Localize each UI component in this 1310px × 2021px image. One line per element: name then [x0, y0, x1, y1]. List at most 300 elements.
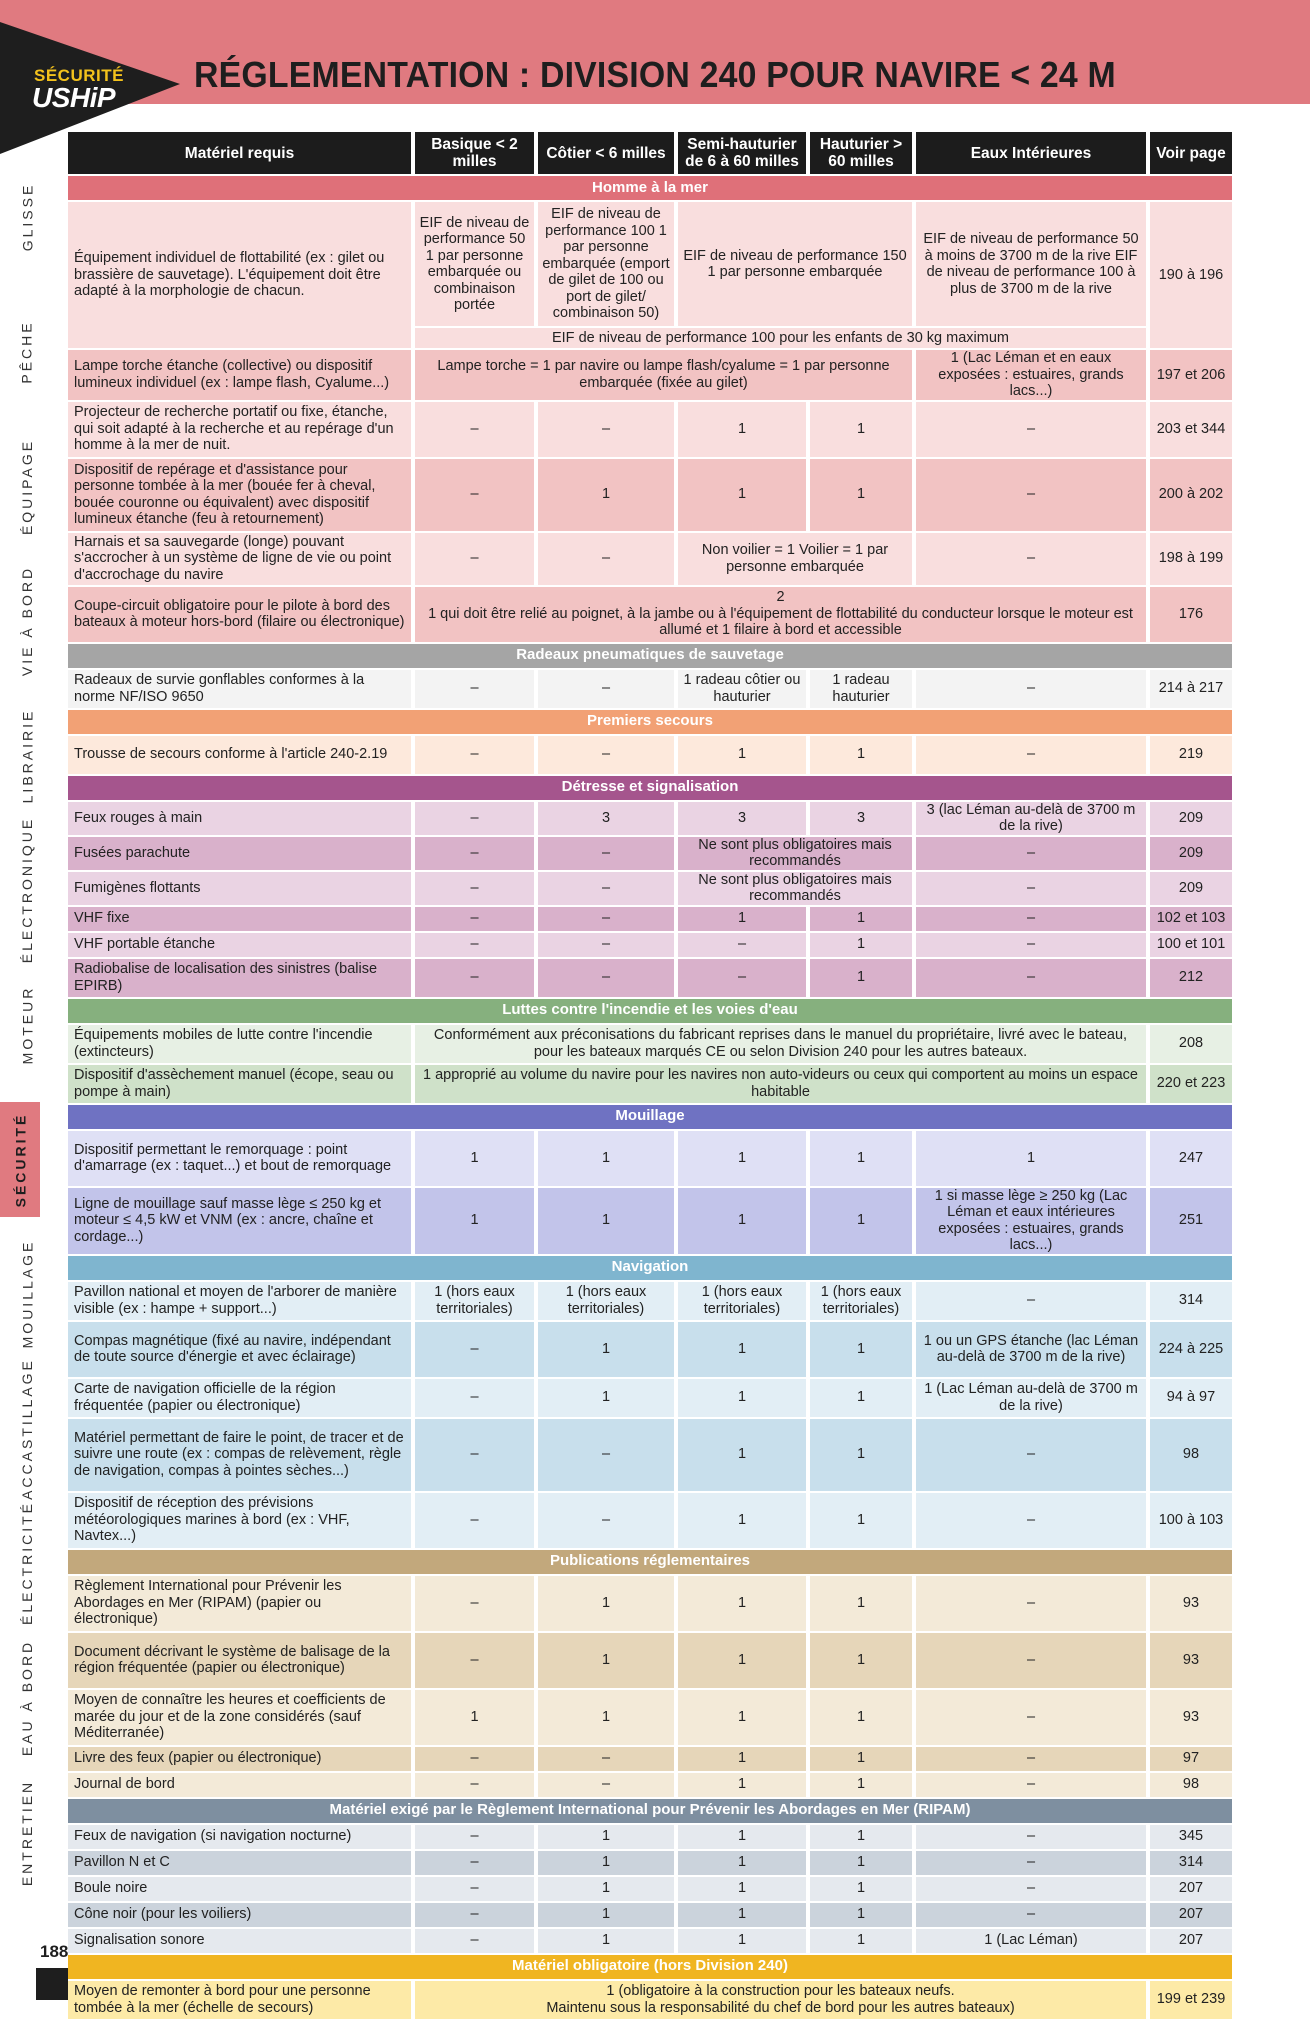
table-cell: –: [415, 933, 534, 957]
table-cell: –: [916, 1773, 1146, 1797]
table-cell: 1: [415, 1188, 534, 1254]
table-cell: 1: [678, 1747, 806, 1771]
table-cell: –: [415, 1747, 534, 1771]
table-cell: –: [916, 1877, 1146, 1901]
row-label: VHF fixe: [68, 907, 411, 931]
table-cell: 1: [538, 1851, 674, 1875]
sidebar-item-label: SÉCURITÉ: [12, 1112, 29, 1207]
table-cell: 1: [415, 1690, 534, 1745]
table-cell: –: [415, 1773, 534, 1797]
table-cell: 1: [678, 1131, 806, 1186]
table-cell: 1: [810, 459, 912, 531]
table-cell: –: [678, 933, 806, 957]
sidebar-item[interactable]: [0, 817, 54, 964]
table-row: [68, 1773, 1232, 1797]
section-header-row: [68, 1955, 1232, 1979]
logo-top-text: SÉCURITÉ: [34, 66, 124, 85]
table-cell: –: [916, 1747, 1146, 1771]
table-cell: 1: [538, 1131, 674, 1186]
row-label: Feux rouges à main: [68, 802, 411, 835]
table-cell: 1: [810, 1576, 912, 1631]
page-ref: 200 à 202: [1150, 459, 1232, 531]
table-cell: 1: [810, 736, 912, 774]
table-cell: –: [415, 802, 534, 835]
table-cell: 1: [810, 1188, 912, 1254]
table-cell: –: [415, 1379, 534, 1417]
sidebar-item[interactable]: [0, 150, 54, 285]
table-cell: 1: [538, 1633, 674, 1688]
section-header-row: [68, 644, 1232, 668]
table-row: [68, 459, 1232, 531]
page-ref: 251: [1150, 1188, 1232, 1254]
table-row: [68, 736, 1232, 774]
table-cell: 1: [678, 907, 806, 931]
table-cell: –: [415, 872, 534, 905]
table-cell: Ne sont plus obligatoires mais recommandés: [678, 837, 912, 870]
row-label: Radeaux de survie gonflables conformes à la norme NF/ISO 9650: [68, 670, 411, 708]
table-row: [68, 1065, 1232, 1103]
table-cell: –: [916, 1282, 1146, 1320]
table-cell: –: [415, 1825, 534, 1849]
table-cell: 1: [678, 1188, 806, 1254]
table-row: [68, 1493, 1232, 1548]
page-ref: 93: [1150, 1633, 1232, 1688]
table-cell: –: [538, 959, 674, 997]
section-header-row: [68, 176, 1232, 200]
section-header-row: [68, 776, 1232, 800]
table-cell: 1: [538, 1379, 674, 1417]
table-row: [68, 1747, 1232, 1771]
sidebar-item-label: ENTRETIEN: [19, 1779, 35, 1886]
table-row: [68, 1903, 1232, 1927]
table-row: [68, 1825, 1232, 1849]
table-cell: –: [415, 1929, 534, 1953]
table-cell: 1: [810, 1877, 912, 1901]
sidebar-item[interactable]: [0, 1102, 40, 1217]
regulation-table: [64, 130, 1236, 2021]
table-cell: 1: [678, 459, 806, 531]
page-ref: 207: [1150, 1929, 1232, 1953]
page-ref: 212: [1150, 959, 1232, 997]
table-cell: –: [916, 402, 1146, 457]
sidebar-item[interactable]: [0, 1496, 54, 1631]
section-title: Détresse et signalisation: [68, 776, 1232, 800]
table-row: [68, 1131, 1232, 1186]
sidebar-item-label: ÉLECTRONIQUE: [19, 817, 35, 964]
row-label: Matériel permettant de faire le point, de tracer et de suivre une route (ex : compas de relèvement, règle de navigation, compas à pointes sèches...): [68, 1419, 411, 1491]
page-corner-block: [36, 1968, 68, 2000]
page-ref: 93: [1150, 1576, 1232, 1631]
table-cell: 1: [678, 1576, 806, 1631]
table-cell: 1 (hors eaux territoriales): [810, 1282, 912, 1320]
table-cell: –: [916, 1576, 1146, 1631]
table-cell: 1: [538, 459, 674, 531]
table-cell: Lampe torche = 1 par navire ou lampe flash/cyalume = 1 par personne embarquée (fixée au gilet): [415, 350, 912, 400]
table-cell: 1: [678, 1419, 806, 1491]
table-cell: EIF de niveau de performance 100 pour les enfants de 30 kg maximum: [415, 328, 1146, 348]
table-cell: EIF de niveau de performance 100 1 par personne embarquée (emport de gilet de 100 ou port de gilet/ combinaison 50): [538, 202, 674, 326]
page-ref: 207: [1150, 1877, 1232, 1901]
table-row: [68, 350, 1232, 400]
table-cell: –: [538, 837, 674, 870]
row-label: Lampe torche étanche (collective) ou dispositif lumineux individuel (ex : lampe flash, Cyalume...): [68, 350, 411, 400]
page-ref: 102 et 103: [1150, 907, 1232, 931]
table-cell: 1: [678, 1851, 806, 1875]
table-cell: 2 1 qui doit être relié au poignet, à la jambe ou à l'équipement de flottabilité du conducteur lorsque le moteur est allumé et 1 filaire à bord et accessible: [415, 587, 1146, 642]
table-row: [68, 959, 1232, 997]
section-header-row: [68, 999, 1232, 1023]
table-cell: 1: [810, 1747, 912, 1771]
table-cell: 1: [678, 1929, 806, 1953]
sidebar-item[interactable]: [0, 1227, 54, 1362]
table-row: [68, 802, 1232, 835]
table-row: [68, 1690, 1232, 1745]
table-cell: –: [538, 1773, 674, 1797]
col-header: Côtier < 6 milles: [538, 132, 674, 174]
row-label: Document décrivant le système de balisage de la région fréquentée (papier ou électronique): [68, 1633, 411, 1688]
row-label: Dispositif de repérage et d'assistance pour personne tombée à la mer (bouée fer à cheval, bouée couronne ou équivalent) avec dispositif lumineux étanche (feu à retournement): [68, 459, 411, 531]
table-cell: 1 (hors eaux territoriales): [538, 1282, 674, 1320]
col-header: Voir page: [1150, 132, 1232, 174]
page-ref: 214 à 217: [1150, 670, 1232, 708]
table-cell: 1: [538, 1690, 674, 1745]
page-ref: 100 et 101: [1150, 933, 1232, 957]
table-cell: 1: [538, 1903, 674, 1927]
table-cell: –: [415, 1576, 534, 1631]
table-cell: –: [538, 533, 674, 585]
table-cell: –: [538, 1493, 674, 1548]
table-cell: –: [415, 1633, 534, 1688]
table-cell: 1: [810, 1493, 912, 1548]
page-ref: 197 et 206: [1150, 350, 1232, 400]
row-label: Pavillon national et moyen de l'arborer de manière visible (ex : hampe + support...): [68, 1282, 411, 1320]
page-title: RÉGLEMENTATION : DIVISION 240 POUR NAVIRE < 24 M: [194, 54, 1116, 95]
table-cell: 1: [678, 402, 806, 457]
table-cell: 1: [678, 1690, 806, 1745]
table-cell: –: [415, 1903, 534, 1927]
table-cell: 1: [678, 1379, 806, 1417]
page-ref: 176: [1150, 587, 1232, 642]
table-row: [68, 1188, 1232, 1254]
col-header: Matériel requis: [68, 132, 411, 174]
row-label: Cône noir (pour les voiliers): [68, 1903, 411, 1927]
table-cell: 1: [810, 1773, 912, 1797]
table-cell: 1: [810, 1131, 912, 1186]
table-header-row: [68, 132, 1232, 174]
table-cell: EIF de niveau de performance 50 à moins de 3700 m de la rive EIF de niveau de performance 100 à plus de 3700 m de la rive: [916, 202, 1146, 326]
page-ref: 314: [1150, 1851, 1232, 1875]
table-cell: 1: [810, 907, 912, 931]
section-header-row: [68, 1550, 1232, 1574]
table-cell: Conformément aux préconisations du fabricant reprises dans le manuel du propriétaire, livré avec le bateau, pour les bateaux marqués CE ou selon Division 240 pour les autres bateaux.: [415, 1025, 1146, 1063]
section-header-row: [68, 710, 1232, 734]
page-ref: 224 à 225: [1150, 1322, 1232, 1377]
row-label: Trousse de secours conforme à l'article 240-2.19: [68, 736, 411, 774]
table-cell: Non voilier = 1 Voilier = 1 par personne embarquée: [678, 533, 912, 585]
table-cell: –: [678, 959, 806, 997]
table-cell: 3: [810, 802, 912, 835]
table-cell: –: [916, 533, 1146, 585]
table-cell: 1: [810, 1322, 912, 1377]
row-label: Règlement International pour Prévenir les Abordages en Mer (RIPAM) (papier ou électronique): [68, 1576, 411, 1631]
page-ref: 345: [1150, 1825, 1232, 1849]
table-cell: 3: [678, 802, 806, 835]
table-cell: –: [538, 670, 674, 708]
table-cell: –: [916, 837, 1146, 870]
row-label: Feux de navigation (si navigation nocturne): [68, 1825, 411, 1849]
table-row: [68, 533, 1232, 585]
row-label: VHF portable étanche: [68, 933, 411, 957]
table-cell: –: [916, 1825, 1146, 1849]
table-row: [68, 1929, 1232, 1953]
table-row: [68, 872, 1232, 905]
table-cell: 1: [538, 1877, 674, 1901]
table-cell: 1: [810, 1419, 912, 1491]
table-row: [68, 1282, 1232, 1320]
table-cell: –: [916, 1419, 1146, 1491]
table-body: [68, 176, 1232, 2019]
table-row: [68, 1419, 1232, 1491]
sidebar-item[interactable]: [0, 554, 54, 689]
row-label: Carte de navigation officielle de la région fréquentée (papier ou électronique): [68, 1379, 411, 1417]
sidebar-item-label: LIBRAIRIE: [19, 708, 36, 804]
row-label: Boule noire: [68, 1877, 411, 1901]
table-cell: EIF de niveau de performance 150 1 par personne embarquée: [678, 202, 912, 326]
table-row: [68, 907, 1232, 931]
page-ref: 198 à 199: [1150, 533, 1232, 585]
table-cell: –: [415, 1419, 534, 1491]
col-header: Eaux Intérieures: [916, 132, 1146, 174]
sidebar-item[interactable]: [0, 1357, 54, 1500]
table-row: [68, 587, 1232, 642]
page-ref: 98: [1150, 1419, 1232, 1491]
row-label: Harnais et sa sauvegarde (longe) pouvant s'accrocher à un système de ligne de vie ou point d'accrochage du navire: [68, 533, 411, 585]
sidebar-nav: [0, 150, 54, 1900]
page-ref: 208: [1150, 1025, 1232, 1063]
table-cell: 1: [678, 736, 806, 774]
page-ref: 209: [1150, 837, 1232, 870]
table-cell: –: [415, 533, 534, 585]
row-label: Dispositif permettant le remorquage : point d'amarrage (ex : taquet...) et bout de remorquage: [68, 1131, 411, 1186]
table-cell: 1: [810, 1851, 912, 1875]
page-ref: 219: [1150, 736, 1232, 774]
table-cell: 1: [678, 1903, 806, 1927]
table-cell: Ne sont plus obligatoires mais recommandés: [678, 872, 912, 905]
table-row: [68, 202, 1232, 326]
table-cell: –: [538, 907, 674, 931]
table-cell: 1: [538, 1825, 674, 1849]
table-cell: 1: [810, 1929, 912, 1953]
table-cell: –: [415, 402, 534, 457]
sidebar-item-label: EAU À BORD: [19, 1639, 36, 1757]
row-label: Signalisation sonore: [68, 1929, 411, 1953]
row-label: Radiobalise de localisation des sinistres (balise EPIRB): [68, 959, 411, 997]
table-cell: –: [415, 1851, 534, 1875]
table-cell: 1: [810, 402, 912, 457]
table-cell: EIF de niveau de performance 50 1 par personne embarquée ou combinaison portée: [415, 202, 534, 326]
section-title: Navigation: [68, 1256, 1232, 1280]
table-cell: 1: [916, 1131, 1146, 1186]
table-cell: 1: [538, 1188, 674, 1254]
table-cell: –: [916, 459, 1146, 531]
table-cell: 1 ou un GPS étanche (lac Léman au-delà de 3700 m de la rive): [916, 1322, 1146, 1377]
row-label: Équipement individuel de flottabilité (ex : gilet ou brassière de sauvetage). L'équipement doit être adapté à la morphologie de chacun.: [68, 202, 411, 348]
page-ref: 314: [1150, 1282, 1232, 1320]
table-row: [68, 670, 1232, 708]
table-cell: 1 (Lac Léman): [916, 1929, 1146, 1953]
table-cell: 1 si masse lège ≥ 250 kg (Lac Léman et eaux intérieures exposées : estuaires, grands lacs...): [916, 1188, 1146, 1254]
table-cell: 1: [678, 1877, 806, 1901]
regulation-table-wrap: [68, 130, 1228, 2021]
table-cell: 3: [538, 802, 674, 835]
page-ref: 207: [1150, 1903, 1232, 1927]
table-cell: –: [415, 1877, 534, 1901]
table-cell: 3 (lac Léman au-delà de 3700 m de la rive): [916, 802, 1146, 835]
table-cell: –: [538, 1419, 674, 1491]
table-cell: 1: [810, 1825, 912, 1849]
page-ref: 247: [1150, 1131, 1232, 1186]
table-cell: 1 radeau hauturier: [810, 670, 912, 708]
section-header-row: [68, 1256, 1232, 1280]
row-label: Coupe-circuit obligatoire pour le pilote à bord des bateaux à moteur hors-bord (filaire ou électronique): [68, 587, 411, 642]
table-cell: –: [916, 907, 1146, 931]
row-label: Fumigènes flottants: [68, 872, 411, 905]
table-cell: 1 (Lac Léman au-delà de 3700 m de la rive): [916, 1379, 1146, 1417]
sidebar-item[interactable]: [0, 958, 54, 1093]
table-cell: –: [916, 1903, 1146, 1927]
section-header-row: [68, 1799, 1232, 1823]
row-label: Dispositif de réception des prévisions météorologiques marines à bord (ex : VHF, Navtex...): [68, 1493, 411, 1548]
section-title: Matériel obligatoire (hors Division 240): [68, 1955, 1232, 1979]
table-cell: –: [916, 1493, 1146, 1548]
sidebar-item-label: PÊCHE: [19, 320, 36, 384]
table-cell: 1 (obligatoire à la construction pour les bateaux neufs. Maintenu sous la responsabilité du chef de bord pour les autres bateaux): [415, 1981, 1146, 2019]
table-row: [68, 1379, 1232, 1417]
section-title: Luttes contre l'incendie et les voies d'eau: [68, 999, 1232, 1023]
table-row: [68, 1851, 1232, 1875]
table-cell: –: [916, 1633, 1146, 1688]
table-cell: –: [916, 933, 1146, 957]
sidebar-item[interactable]: [0, 1631, 54, 1766]
table-cell: –: [538, 736, 674, 774]
table-cell: –: [415, 670, 534, 708]
page-ref: 100 à 103: [1150, 1493, 1232, 1548]
page-ref: 93: [1150, 1690, 1232, 1745]
sidebar-item-label: ÉLECTRICITÉ: [19, 1501, 36, 1626]
page-ref: 190 à 196: [1150, 202, 1232, 348]
row-label: Fusées parachute: [68, 837, 411, 870]
page-ref: 98: [1150, 1773, 1232, 1797]
table-cell: –: [916, 736, 1146, 774]
table-row: [68, 1025, 1232, 1063]
table-cell: –: [415, 837, 534, 870]
table-cell: 1: [538, 1322, 674, 1377]
page-ref: 203 et 344: [1150, 402, 1232, 457]
table-cell: 1: [678, 1773, 806, 1797]
row-label: Moyen de remonter à bord pour une personne tombée à la mer (échelle de secours): [68, 1981, 411, 2019]
sidebar-item[interactable]: [0, 285, 54, 420]
page-ref: 94 à 97: [1150, 1379, 1232, 1417]
table-cell: 1 (hors eaux territoriales): [415, 1282, 534, 1320]
table-row: [68, 402, 1232, 457]
section-header-row: [68, 1105, 1232, 1129]
sidebar-item[interactable]: [0, 419, 54, 554]
table-row: [68, 933, 1232, 957]
table-cell: –: [916, 1690, 1146, 1745]
table-cell: –: [415, 736, 534, 774]
table-cell: –: [415, 1322, 534, 1377]
table-cell: –: [538, 933, 674, 957]
page-ref: 97: [1150, 1747, 1232, 1771]
row-label: Compas magnétique (fixé au navire, indépendant de toute source d'énergie et avec éclairage): [68, 1322, 411, 1377]
page-ref: 209: [1150, 802, 1232, 835]
section-title: Radeaux pneumatiques de sauvetage: [68, 644, 1232, 668]
row-label: Ligne de mouillage sauf masse lège ≤ 250 kg et moteur ≤ 4,5 kW et VNM (ex : ancre, chaîne et cordage...): [68, 1188, 411, 1254]
table-cell: –: [415, 907, 534, 931]
table-cell: 1 approprié au volume du navire pour les navires non auto-videurs ou ceux qui comportent au moins un espace habitable: [415, 1065, 1146, 1103]
row-label: Journal de bord: [68, 1773, 411, 1797]
table-cell: 1 (hors eaux territoriales): [678, 1282, 806, 1320]
table-cell: –: [415, 459, 534, 531]
section-title: Publications réglementaires: [68, 1550, 1232, 1574]
table-cell: –: [538, 402, 674, 457]
table-cell: 1: [678, 1633, 806, 1688]
table-row: [68, 837, 1232, 870]
sidebar-item-label: MOTEUR: [19, 985, 36, 1065]
table-cell: 1: [810, 933, 912, 957]
sidebar-item[interactable]: [0, 1765, 54, 1900]
row-label: Projecteur de recherche portatif ou fixe, étanche, qui soit adapté à la recherche et au repérage d'un homme à la mer de nuit.: [68, 402, 411, 457]
table-cell: 1: [810, 1379, 912, 1417]
table-cell: –: [415, 1493, 534, 1548]
table-cell: 1: [810, 1690, 912, 1745]
section-title: Premiers secours: [68, 710, 1232, 734]
sidebar-item-label: ÉQUIPAGE: [19, 438, 35, 535]
col-header: Semi-hauturier de 6 à 60 milles: [678, 132, 806, 174]
table-cell: 1: [810, 1903, 912, 1927]
row-label: Dispositif d'assèchement manuel (écope, seau ou pompe à main): [68, 1065, 411, 1103]
table-cell: –: [916, 872, 1146, 905]
sidebar-item-label: VIE À BORD: [19, 566, 36, 677]
table-cell: 1: [678, 1493, 806, 1548]
sidebar-item[interactable]: [0, 688, 54, 823]
page-number: 188: [40, 1942, 69, 1961]
table-cell: 1: [678, 1825, 806, 1849]
col-header: Hauturier > 60 milles: [810, 132, 912, 174]
col-header: Basique < 2 milles: [415, 132, 534, 174]
table-row: [68, 1322, 1232, 1377]
sidebar-item-label: ACCASTILLAGE: [19, 1357, 36, 1500]
page-ref: 209: [1150, 872, 1232, 905]
table-cell: 1 radeau côtier ou hauturier: [678, 670, 806, 708]
page-ref: 199 et 239: [1150, 1981, 1232, 2019]
row-label: Livre des feux (papier ou électronique): [68, 1747, 411, 1771]
table-cell: –: [538, 872, 674, 905]
table-cell: 1: [810, 1633, 912, 1688]
sidebar-item-label: GLISSE: [19, 183, 35, 252]
table-cell: –: [415, 959, 534, 997]
logo-bottom-text: USHiP: [32, 82, 116, 113]
table-row: [68, 1877, 1232, 1901]
page-ref: 220 et 223: [1150, 1065, 1232, 1103]
section-title: Homme à la mer: [68, 176, 1232, 200]
row-label: Pavillon N et C: [68, 1851, 411, 1875]
table-cell: 1: [678, 1322, 806, 1377]
row-label: Équipements mobiles de lutte contre l'incendie (extincteurs): [68, 1025, 411, 1063]
table-row: [68, 1576, 1232, 1631]
section-title: Mouillage: [68, 1105, 1232, 1129]
table-cell: 1: [415, 1131, 534, 1186]
